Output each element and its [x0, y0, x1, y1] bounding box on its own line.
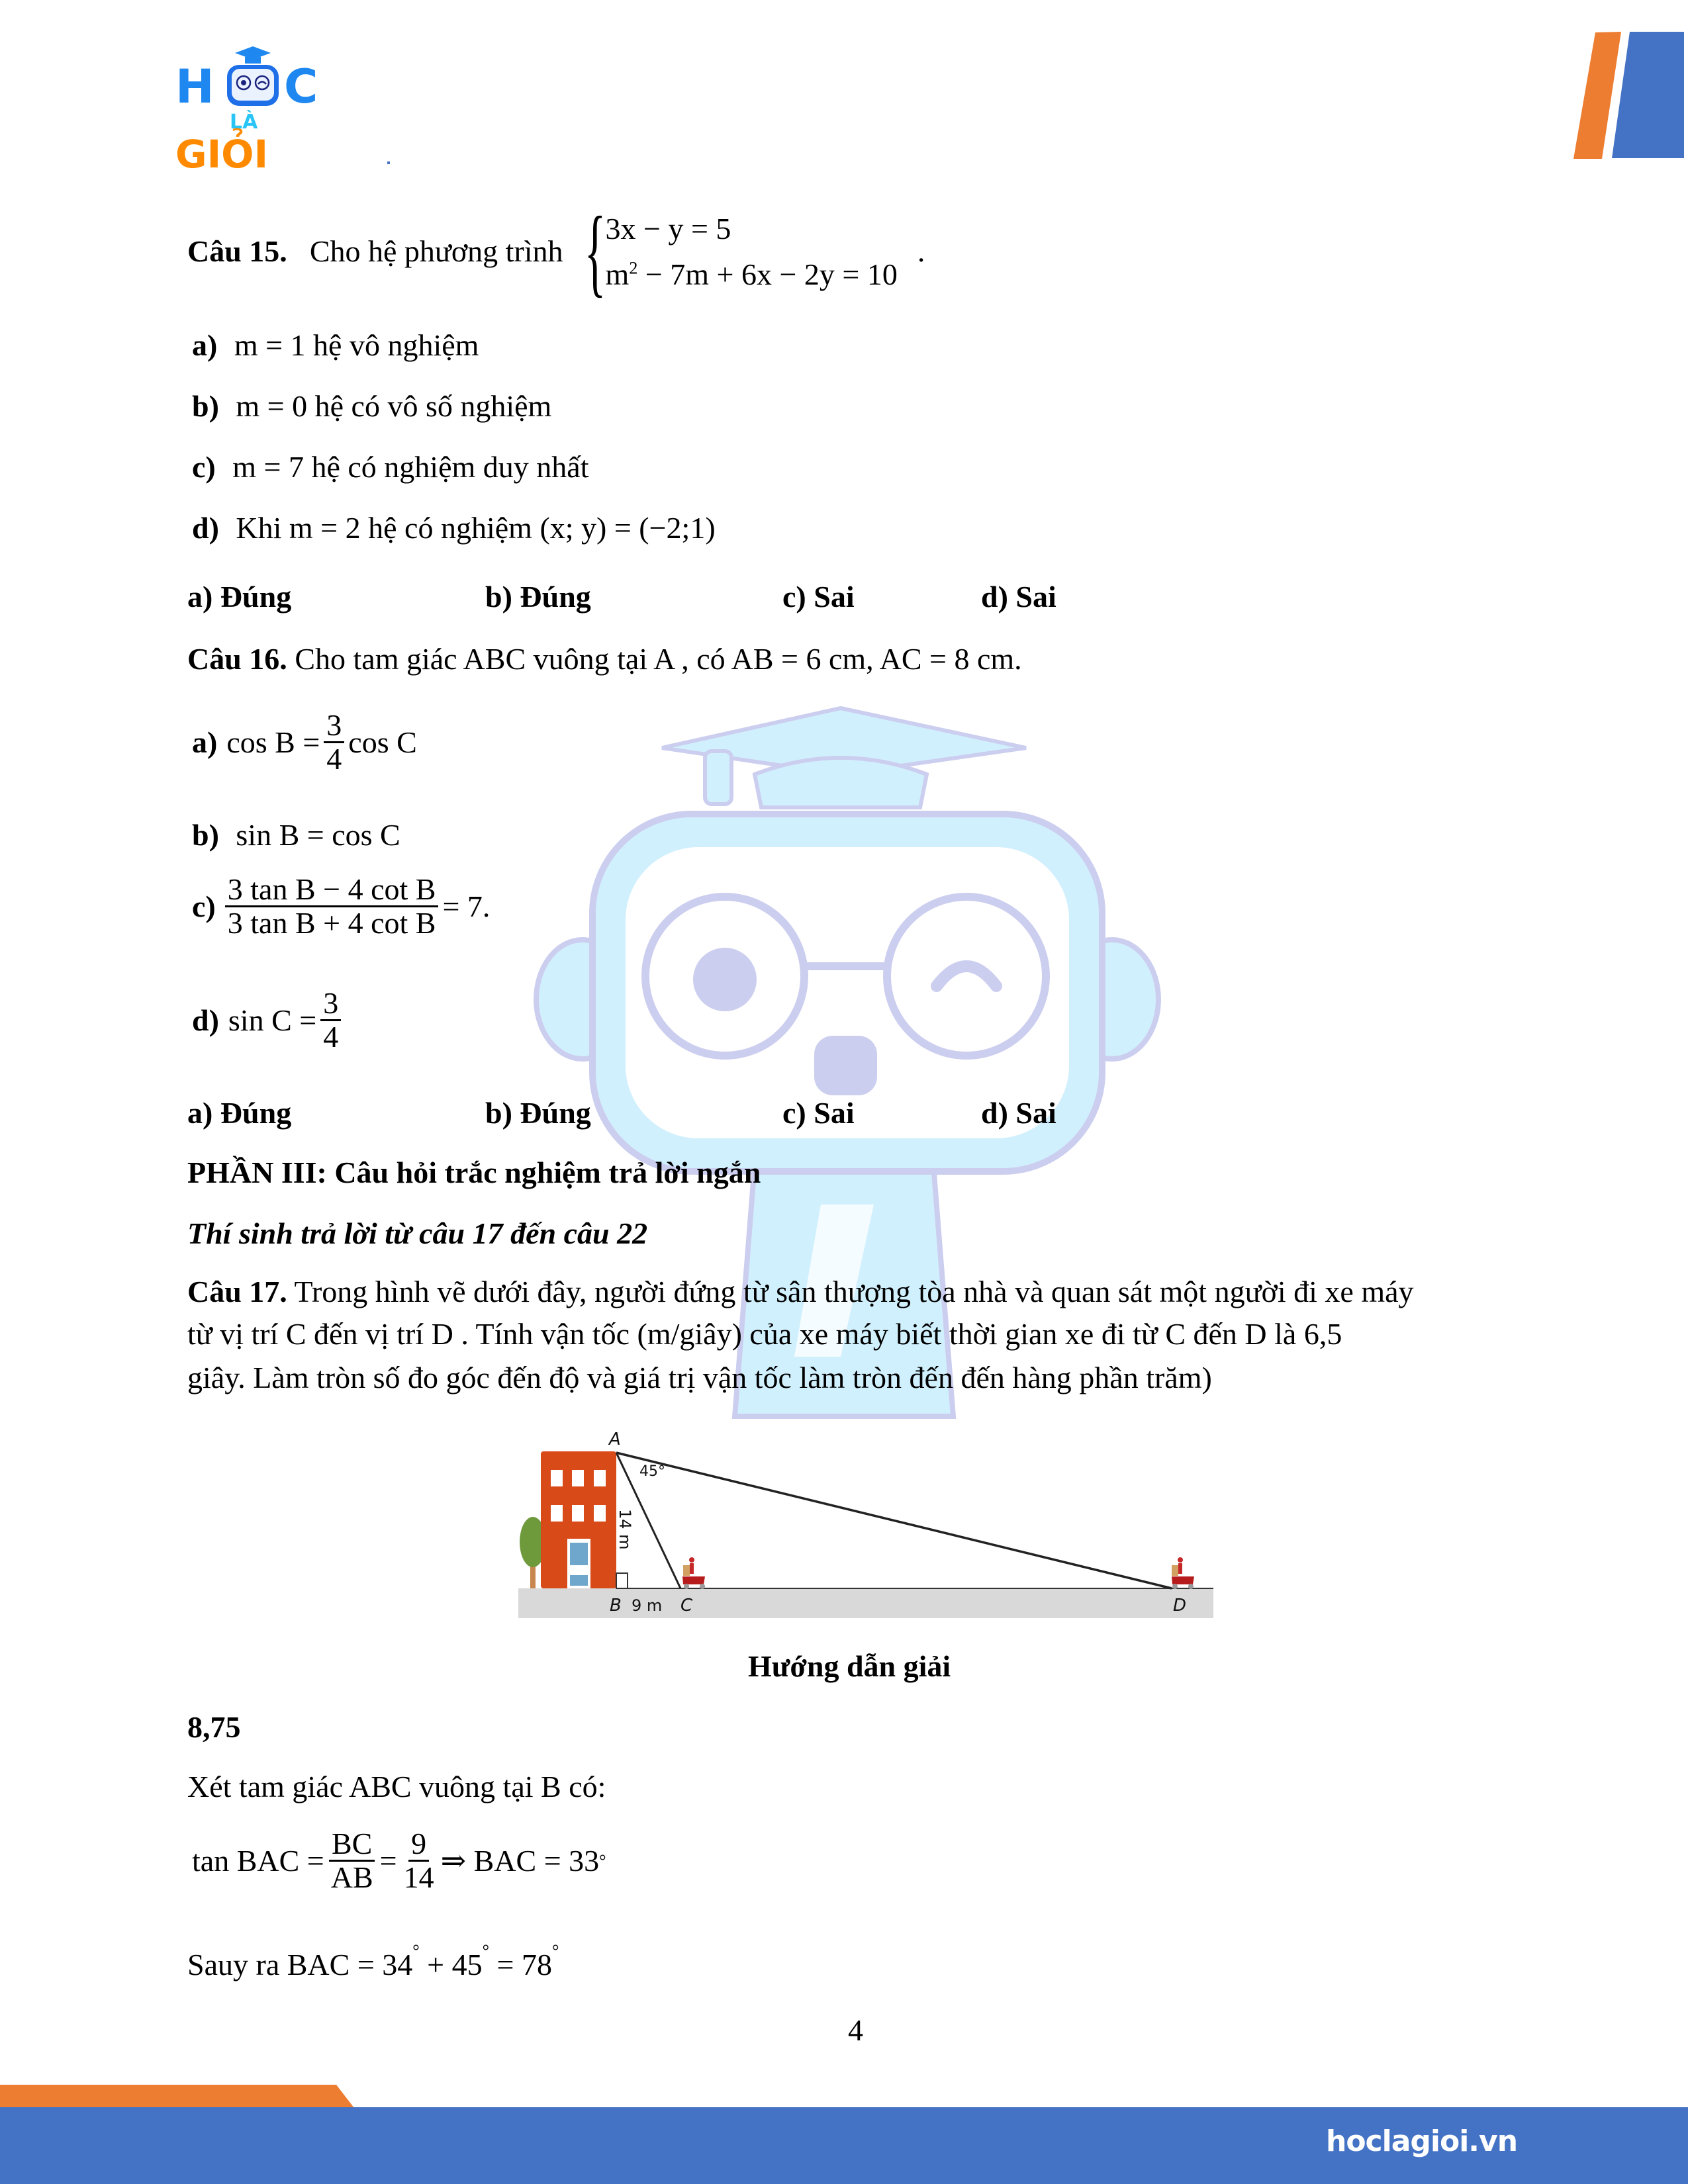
solution-equation: [192, 1828, 606, 1894]
q17-line3: giây. Làm tròn số đo góc đến độ và giá trị vận tốc làm tròn đến đến hàng phần trăm): [187, 1361, 1212, 1394]
q17-line1: [187, 1273, 1414, 1310]
degree-sign: °: [412, 1941, 420, 1960]
q16-option-d: [192, 987, 345, 1054]
q15-option-c-text: m = 7 hệ có nghiệm duy nhất: [232, 450, 589, 484]
solution-eq-lhs: tan BAC =: [192, 1844, 324, 1878]
solution-eq-rhs: ⇒ BAC = 33: [440, 1844, 600, 1878]
label-D: D: [1173, 1596, 1187, 1615]
q17-text-1: Trong hình vẽ dưới đây, người đứng từ sân thượng tòa nhà và quan sát một người đi xe máy: [294, 1275, 1414, 1308]
q16-option-c-fraction: $\frac{\text{3 tan B − 4 cot B}}{\text{3 tan B + 4 cot B}}$: [225, 874, 439, 940]
q17-line2: từ vị trí C đến vị trí D . Tính vận tốc (m/giây) của xe máy biết thời gian xe đi từ C đến D là 6,5: [187, 1317, 1342, 1351]
q15-eq1: 3x − y = 5: [605, 211, 731, 246]
q16-option-d-lhs: sin C =: [228, 1003, 317, 1038]
q15-brace: {: [584, 197, 606, 306]
footer-bar: [0, 2107, 1688, 2184]
q15-answer-d: d) Sai: [981, 580, 1056, 614]
q16-option-c: [192, 874, 490, 940]
part3-subtitle: Thí sinh trả lời từ câu 17 đến câu 22: [187, 1216, 648, 1250]
q16-option-a-fraction: $\frac{3}{4}$: [324, 709, 344, 776]
q16-option-a-lhs: cos B =: [226, 725, 320, 760]
q16-option-a-key: a): [192, 725, 218, 760]
label-height: 14 m: [616, 1509, 634, 1550]
header-stripe-blue: [1612, 32, 1684, 158]
solution-line3: [187, 1940, 559, 1983]
q16-answer-d: d) Sai: [981, 1096, 1056, 1130]
solution-line3-prefix: Sauy ra BAC = 34: [187, 1948, 413, 1981]
q16-prompt: Cho tam giác ABC vuông tại A , có AB = 6 cm, AC = 8 cm.: [295, 642, 1022, 676]
logo-letter-c: C: [284, 60, 318, 114]
q16-option-b-key: b): [192, 818, 219, 852]
q17-figure: [510, 1423, 1238, 1621]
logo-text-bottom: GIỎI: [175, 132, 269, 177]
q16-option-d-key: d): [192, 1003, 219, 1038]
q16-question: [187, 641, 1022, 677]
motorbike-D: [1172, 1557, 1194, 1589]
q15-end: .: [917, 234, 925, 269]
solution-line1: Xét tam giác ABC vuông tại B có:: [187, 1770, 606, 1803]
solution-line3-mid: + 45: [419, 1948, 483, 1981]
q17-label: Câu 17.: [187, 1275, 287, 1308]
ground: [518, 1588, 1213, 1618]
label-B: B: [610, 1596, 622, 1615]
footer-site[interactable]: hoclagioi.vn: [1326, 2124, 1518, 2158]
solution-line3-end: = 78: [489, 1948, 552, 1981]
label-A: A: [609, 1430, 621, 1449]
q16-option-c-rhs: = 7.: [442, 889, 491, 924]
line-AD: [616, 1453, 1172, 1588]
q15-option-d-key: d): [192, 511, 219, 545]
degree-sign: °: [482, 1941, 490, 1960]
q15-eq2: $m^2 - 7m + 6x - 2y = 10$: [605, 257, 898, 291]
motorbike-C: [682, 1557, 705, 1589]
degree-sign: °: [599, 1851, 606, 1871]
logo: [175, 44, 334, 183]
solution-answer: 8,75: [187, 1710, 241, 1744]
q15-option-d: [192, 510, 716, 546]
q16-label: Câu 16.: [187, 642, 287, 676]
q15-answer-c: c) Sai: [782, 580, 855, 614]
q16-answer-c: c) Sai: [782, 1096, 855, 1130]
q15-option-d-text: Khi m = 2 hệ có nghiệm (x; y) = (−2;1): [236, 511, 716, 545]
q15-option-b-text: m = 0 hệ có vô số nghiệm: [236, 389, 552, 423]
logo-text-mid: LÀ: [230, 111, 258, 134]
page-number: 4: [848, 2013, 863, 2047]
q15-option-c-key: c): [192, 450, 216, 484]
header-dot: [387, 161, 390, 164]
q15-option-b-key: b): [192, 389, 219, 423]
footer-orange-tab: [0, 2085, 357, 2108]
q15-answer-b: b) Đúng: [485, 580, 591, 614]
label-angle: 45°: [639, 1463, 665, 1480]
solution-fraction-9-14: $\frac{9}{14}$: [403, 1827, 434, 1895]
right-angle-mark: [616, 1573, 628, 1588]
q15-answer-a: a) Đúng: [187, 580, 292, 614]
q16-option-d-fraction: $\frac{3}{4}$: [320, 987, 341, 1054]
q16-option-b-text: sin B = cos C: [236, 818, 400, 852]
header-stripe-orange: [1573, 32, 1621, 159]
q16-answer-b: b) Đúng: [485, 1096, 591, 1130]
q15-option-a-key: a): [192, 328, 218, 362]
q15-equation-system: [571, 197, 898, 306]
q15-option-c: [192, 449, 588, 485]
label-C: C: [680, 1596, 693, 1615]
logo-letter-h: H: [175, 60, 214, 114]
logo-robot-icon: [223, 44, 283, 110]
label-base: 9 m: [632, 1596, 663, 1615]
part3-title: PHẦN III: Câu hỏi trắc nghiệm trả lời ngắn: [187, 1156, 761, 1189]
q15-option-a: [192, 327, 479, 363]
q15-option-b: [192, 388, 551, 424]
q16-option-a-rhs: cos C: [348, 725, 417, 760]
solution-fraction-bc-ab: $\frac{BC}{AB}$: [328, 1828, 376, 1894]
q16-option-b: [192, 817, 400, 853]
q16-answer-a: a) Đúng: [187, 1096, 292, 1130]
q16-option-a: [192, 709, 417, 776]
q15-option-a-text: m = 1 hệ vô nghiệm: [234, 328, 479, 362]
q15-label: Câu 15.: [187, 234, 287, 269]
header-stripes: [1523, 0, 1688, 199]
q16-option-c-key: c): [192, 889, 216, 924]
q15-prompt: Cho hệ phương trình: [309, 234, 563, 269]
solution-heading: Hướng dẫn giải: [748, 1649, 951, 1683]
q15-question: [187, 197, 925, 306]
degree-sign: °: [551, 1941, 559, 1960]
solution-eq-mid: =: [379, 1844, 397, 1878]
